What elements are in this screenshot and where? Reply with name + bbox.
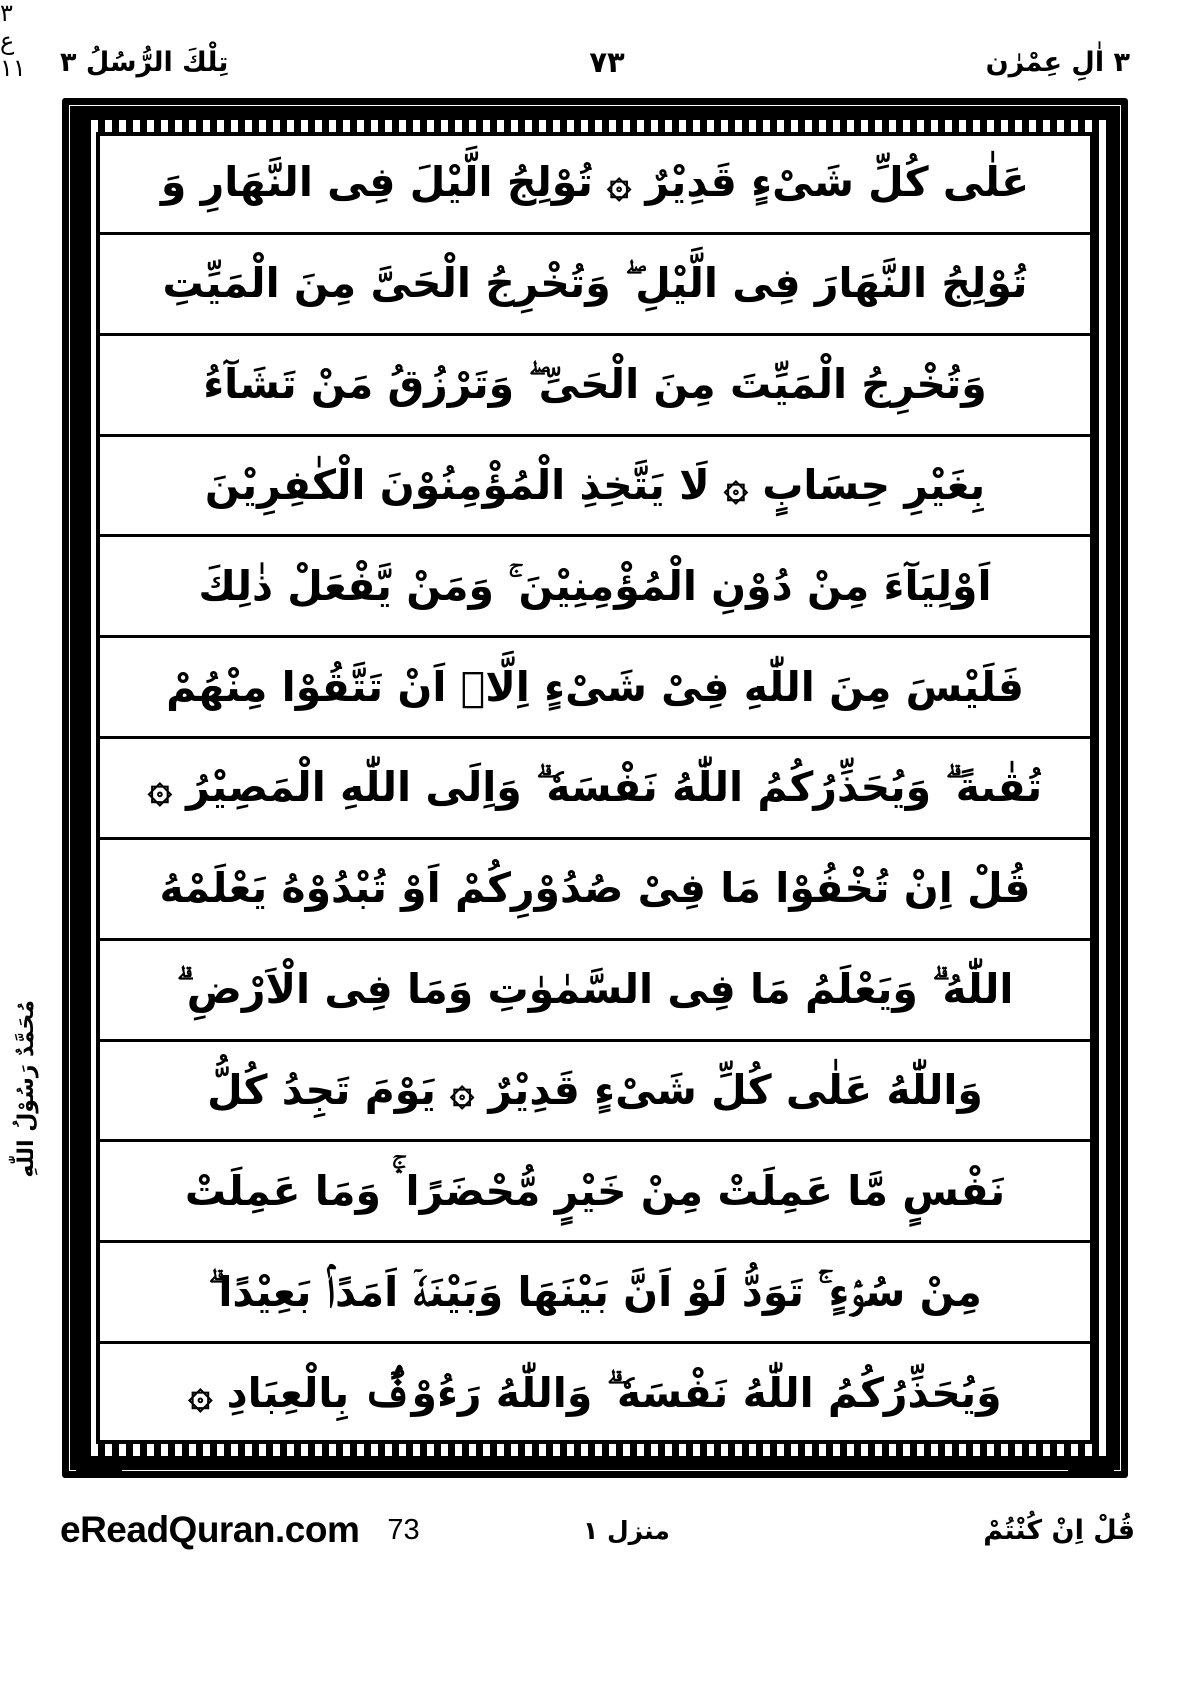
quran-line	[98, 537, 1092, 638]
quran-line	[98, 437, 1092, 538]
quran-line	[98, 1243, 1092, 1344]
quran-text-lines	[98, 134, 1092, 1442]
quran-line	[98, 134, 1092, 235]
header-surah-name: ٣ اٰلِ عِمْرٰن	[985, 46, 1130, 78]
quran-line	[98, 235, 1092, 336]
header-page-number: ٧٣	[589, 45, 625, 79]
quran-line-text: عَلٰى كُلِّ شَىْءٍ قَدِيْرٌ ۞ تُوْلِجُ الَّيْلَ فِى النَّهَارِ وَ	[160, 158, 1030, 207]
margin-note-vertical: مُحَمَّدٌ رَسُوْلُ اللّٰهِ	[14, 1000, 39, 1178]
quran-line-text: قُلْ اِنْ تُخْفُوْا مَا فِىْ صُدُوْرِكُمْ اَوْ تُبْدُوْهُ يَعْلَمْهُ	[159, 864, 1031, 913]
quran-line-text: فَلَيْسَ مِنَ اللّٰهِ فِىْ شَىْءٍ اِلَّاۤ اَنْ تَتَّقُوْا مِنْهُمْ	[166, 662, 1024, 711]
quran-line	[98, 638, 1092, 739]
quran-line-text: وَتُخْرِجُ الْمَيِّتَ مِنَ الْحَىِّ ۖ وَتَرْزُقُ مَنْ تَشَآءُ	[203, 360, 987, 409]
quran-line-text: نَفْسٍ مَّا عَمِلَتْ مِنْ خَيْرٍ مُّحْضَرًا ۛۚ وَمَا عَمِلَتْ	[184, 1166, 1006, 1215]
quran-line-text: تُوْلِجُ النَّهَارَ فِى الَّيْلِ ۖ وَتُخْرِجُ الْحَىَّ مِنَ الْمَيِّتِ	[162, 259, 1028, 308]
quran-line-text: بِغَيْرِ حِسَابٍ ۞ لَا يَتَّخِذِ الْمُؤْمِنُوْنَ الْكٰفِرِيْنَ	[204, 460, 986, 509]
quran-line	[98, 1042, 1092, 1143]
quran-line	[98, 739, 1092, 840]
quran-line	[98, 941, 1092, 1042]
footer-page-number: 73	[387, 1513, 420, 1546]
quran-line-text: مِنْ سُوْۤءٍ ۚۛ تَوَدُّ لَوْ اَنَّ بَيْنَهَا وَبَيْنَهٗۤ اَمَدًاۢ بَعِيْدًا ۗ	[208, 1267, 982, 1316]
footer-brand-group	[60, 1509, 420, 1551]
footer-brand-name[interactable]: eReadQuran.com	[60, 1509, 360, 1550]
quran-line-text: وَاللّٰهُ عَلٰى كُلِّ شَىْءٍ قَدِيْرٌ ۞ يَوْمَ تَجِدُ كُلُّ	[207, 1065, 983, 1114]
page-header	[60, 40, 1130, 84]
quran-line	[98, 336, 1092, 437]
ruku-marker-line-1: ٣	[0, 0, 13, 27]
footer-catchword: قُلْ اِنْ كُنْتُمْ	[983, 1514, 1135, 1546]
page-footer	[60, 1500, 1135, 1560]
quran-line-text: اَوْلِيَآءَ مِنْ دُوْنِ الْمُؤْمِنِيْنَ ۚ وَمَنْ يَّفْعَلْ ذٰلِكَ	[198, 561, 992, 610]
header-juz-name: تِلْكَ الرُّسُلُ ٣	[60, 46, 229, 78]
ruku-marker-line-2: ع	[0, 26, 15, 55]
quran-line-text: اللّٰهُ ۗ وَيَعْلَمُ مَا فِى السَّمٰوٰتِ وَمَا فِى الْاَرْضِ ۗ	[176, 965, 1014, 1014]
quran-line	[98, 840, 1092, 941]
quran-line-text: وَيُحَذِّرُكُمُ اللّٰهُ نَفْسَهٗ ۗ وَاللّٰهُ رَءُوْفٌۢ بِالْعِبَادِ ۞	[188, 1368, 1002, 1417]
footer-manzil: منزل ١	[582, 1515, 670, 1545]
ruku-marker-line-3: ١١	[0, 54, 26, 83]
quran-line	[98, 1344, 1092, 1442]
quran-line-text: تُقٰىةً ۗ وَيُحَذِّرُكُمُ اللّٰهُ نَفْسَهٗ ۗ وَاِلَى اللّٰهِ الْمَصِيْرُ ۞	[147, 763, 1043, 812]
quran-line	[98, 1142, 1092, 1243]
